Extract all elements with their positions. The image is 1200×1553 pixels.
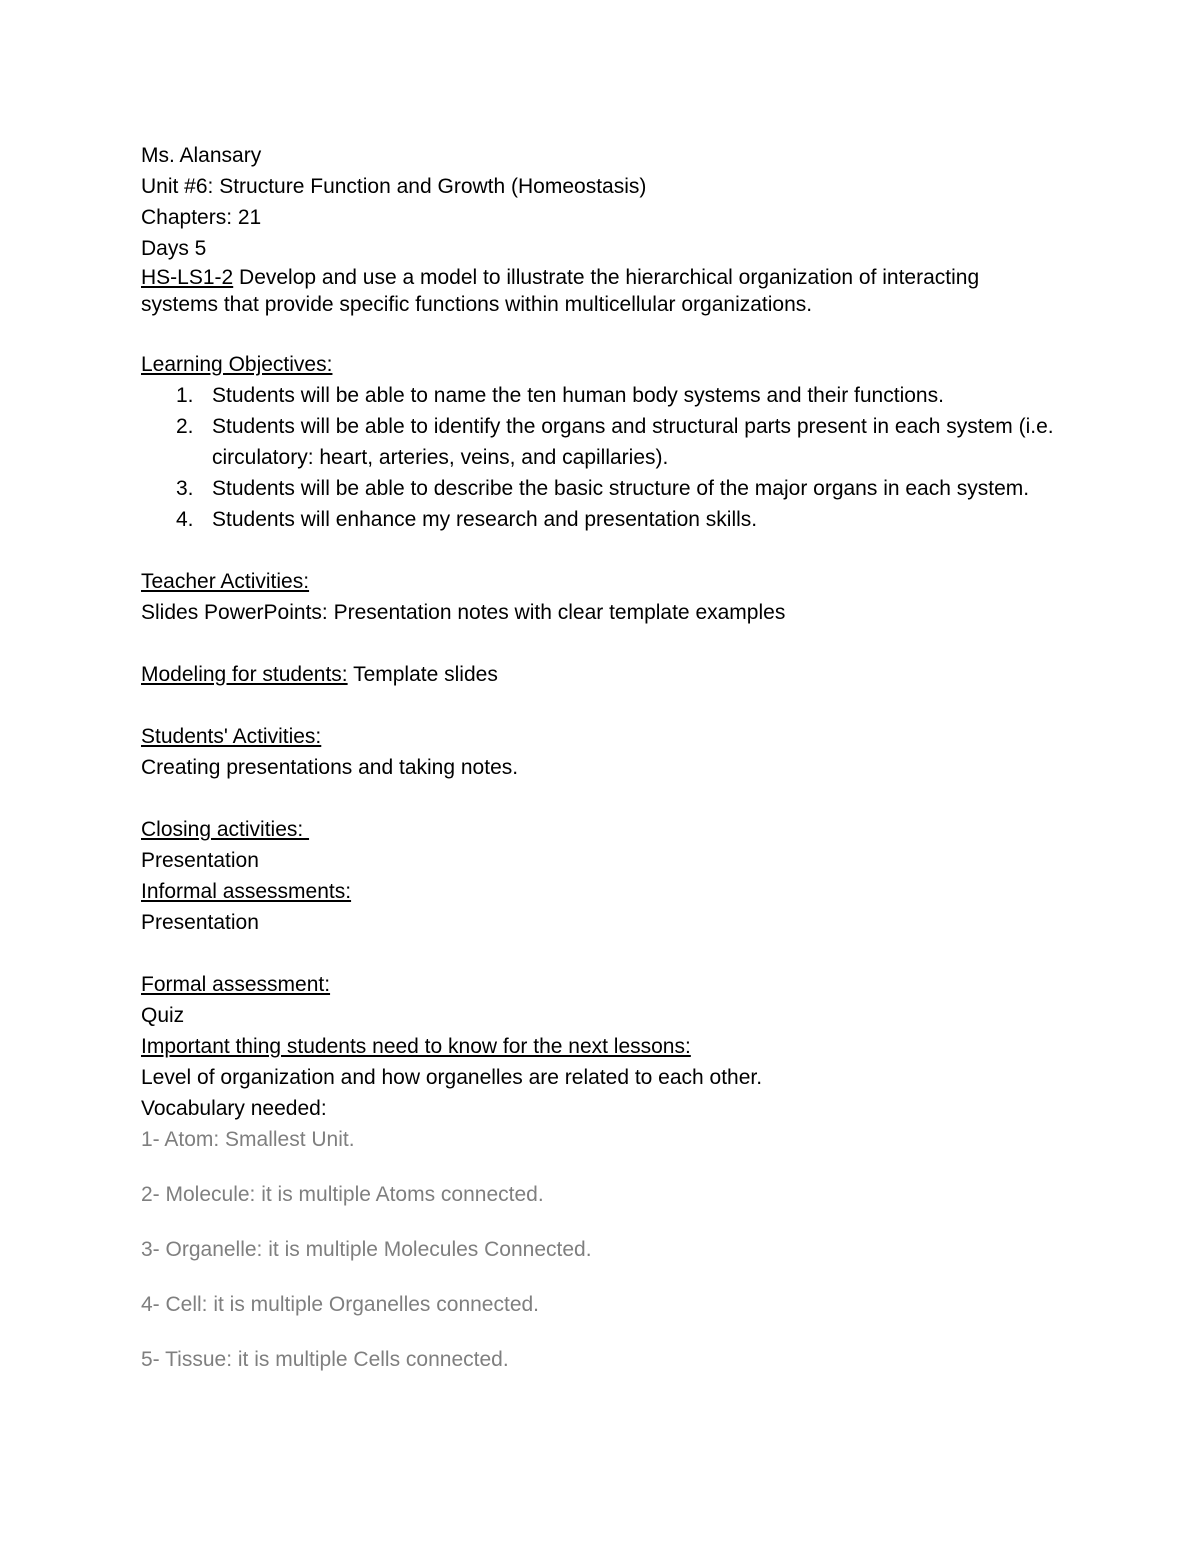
objective-item xyxy=(141,473,1061,504)
students-activities-heading: Students' Activities: xyxy=(141,725,322,748)
vocabulary-item: 5- Tissue: it is multiple Cells connected. xyxy=(141,1348,509,1371)
spacer xyxy=(141,690,1061,721)
spacer xyxy=(141,535,1061,566)
objective-number: 4. xyxy=(176,508,194,531)
students-activities-text: Creating presentations and taking notes. xyxy=(141,756,519,779)
closing-activities-heading: Closing activities: xyxy=(141,818,310,841)
standard-paragraph xyxy=(141,264,1061,318)
objective-text: Students will enhance my research and presentation skills. xyxy=(212,508,758,531)
standard-code: HS-LS1-2 xyxy=(141,266,234,289)
closing-activities-text: Presentation xyxy=(141,849,259,872)
informal-assessments-heading: Informal assessments: xyxy=(141,880,352,903)
spacer xyxy=(141,318,1061,349)
vocabulary-item: 1- Atom: Smallest Unit. xyxy=(141,1128,355,1151)
spacer xyxy=(141,783,1061,814)
vocabulary-item: 2- Molecule: it is multiple Atoms connected. xyxy=(141,1183,544,1206)
learning-objectives-heading: Learning Objectives: xyxy=(141,353,333,376)
objective-number: 3. xyxy=(176,477,194,500)
unit-title: Unit #6: Structure Function and Growth (Homeostasis) xyxy=(141,175,647,198)
objectives-list xyxy=(141,380,1061,535)
modeling-heading: Modeling for students: xyxy=(141,663,348,686)
teacher-name: Ms. Alansary xyxy=(141,144,262,167)
modeling-line xyxy=(141,659,1061,690)
objective-item xyxy=(141,411,1061,473)
spacer xyxy=(141,938,1061,969)
objective-number: 1. xyxy=(176,384,194,407)
vocabulary-item: 4- Cell: it is multiple Organelles connected. xyxy=(141,1293,540,1316)
modeling-text: Template slides xyxy=(347,663,498,686)
teacher-activities-heading: Teacher Activities: xyxy=(141,570,310,593)
chapters: Chapters: 21 xyxy=(141,206,262,229)
spacer xyxy=(141,628,1061,659)
standard-text: Develop and use a model to illustrate the hierarchical organization of interacting systems that provide specific functions within multicellular organizations. xyxy=(141,266,980,316)
next-lessons-heading: Important thing students need to know for the next lessons: xyxy=(141,1035,691,1058)
objective-item xyxy=(141,504,1061,535)
formal-assessment-heading: Formal assessment: xyxy=(141,973,331,996)
vocabulary-item: 3- Organelle: it is multiple Molecules Connected. xyxy=(141,1238,592,1261)
objective-text: Students will be able to identify the organs and structural parts present in each system (i.e. circulatory: heart, arteries, veins, and capillaries). xyxy=(212,415,1054,469)
vocabulary-heading: Vocabulary needed: xyxy=(141,1097,327,1120)
document-page xyxy=(141,140,1061,1375)
objective-text: Students will be able to name the ten human body systems and their functions. xyxy=(212,384,944,407)
objective-text: Students will be able to describe the basic structure of the major organs in each system. xyxy=(212,477,1030,500)
days: Days 5 xyxy=(141,237,207,260)
next-lessons-text: Level of organization and how organelles are related to each other. xyxy=(141,1066,763,1089)
objective-number: 2. xyxy=(176,415,194,438)
formal-assessment-text: Quiz xyxy=(141,1004,185,1027)
teacher-activities-text: Slides PowerPoints: Presentation notes with clear template examples xyxy=(141,601,786,624)
objective-item xyxy=(141,380,1061,411)
informal-assessments-text: Presentation xyxy=(141,911,259,934)
